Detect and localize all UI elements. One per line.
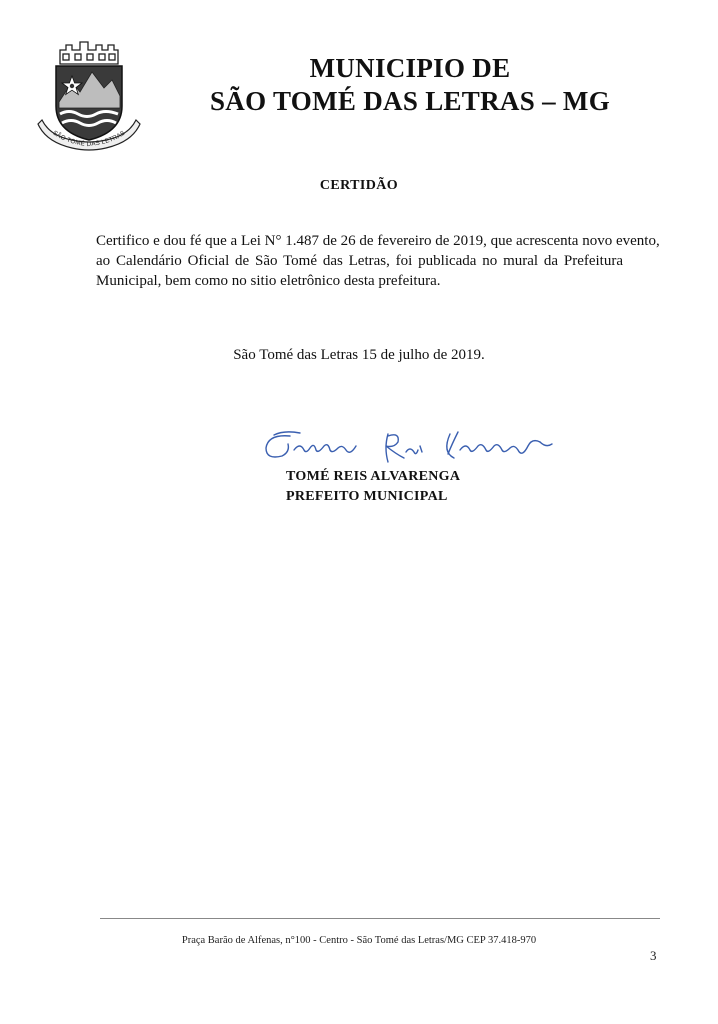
body-line-2: ao Calendário Oficial de São Tomé das Letras, foi publicada no mural da Prefeitura [96, 253, 623, 269]
page-number: 3 [650, 948, 657, 963]
coat-of-arms-icon [32, 36, 146, 156]
coat-motto: SÃO TOMÉ DAS LETRAS [51, 129, 127, 149]
body-line-3: Municipal, bem como no sitio eletrônico desta prefeitura. [96, 273, 441, 289]
title-line-1: MUNICIPIO DE [309, 53, 511, 83]
municipality-title [160, 52, 660, 118]
footer-address: Praça Barão de Alfenas, n°100 - Centro - São Tomé das Letras/MG CEP 37.418-970 [181, 935, 537, 946]
certificate-heading: CERTIDÃO [319, 178, 399, 193]
signer-block [286, 467, 460, 507]
body-line-1: Certifico e dou fé que a Lei N° 1.487 de 26 de fevereiro de 2019, que acrescenta novo evento, [96, 233, 660, 249]
certificate-body [96, 231, 660, 291]
signer-name: TOMÉ REIS ALVARENGA [286, 469, 461, 484]
title-line-2: SÃO TOMÉ DAS LETRAS – MG [209, 86, 611, 116]
place-date-line: São Tomé das Letras 15 de julho de 2019. [233, 347, 485, 363]
signer-role: PREFEITO MUNICIPAL [286, 489, 448, 504]
footer-divider [100, 918, 660, 919]
